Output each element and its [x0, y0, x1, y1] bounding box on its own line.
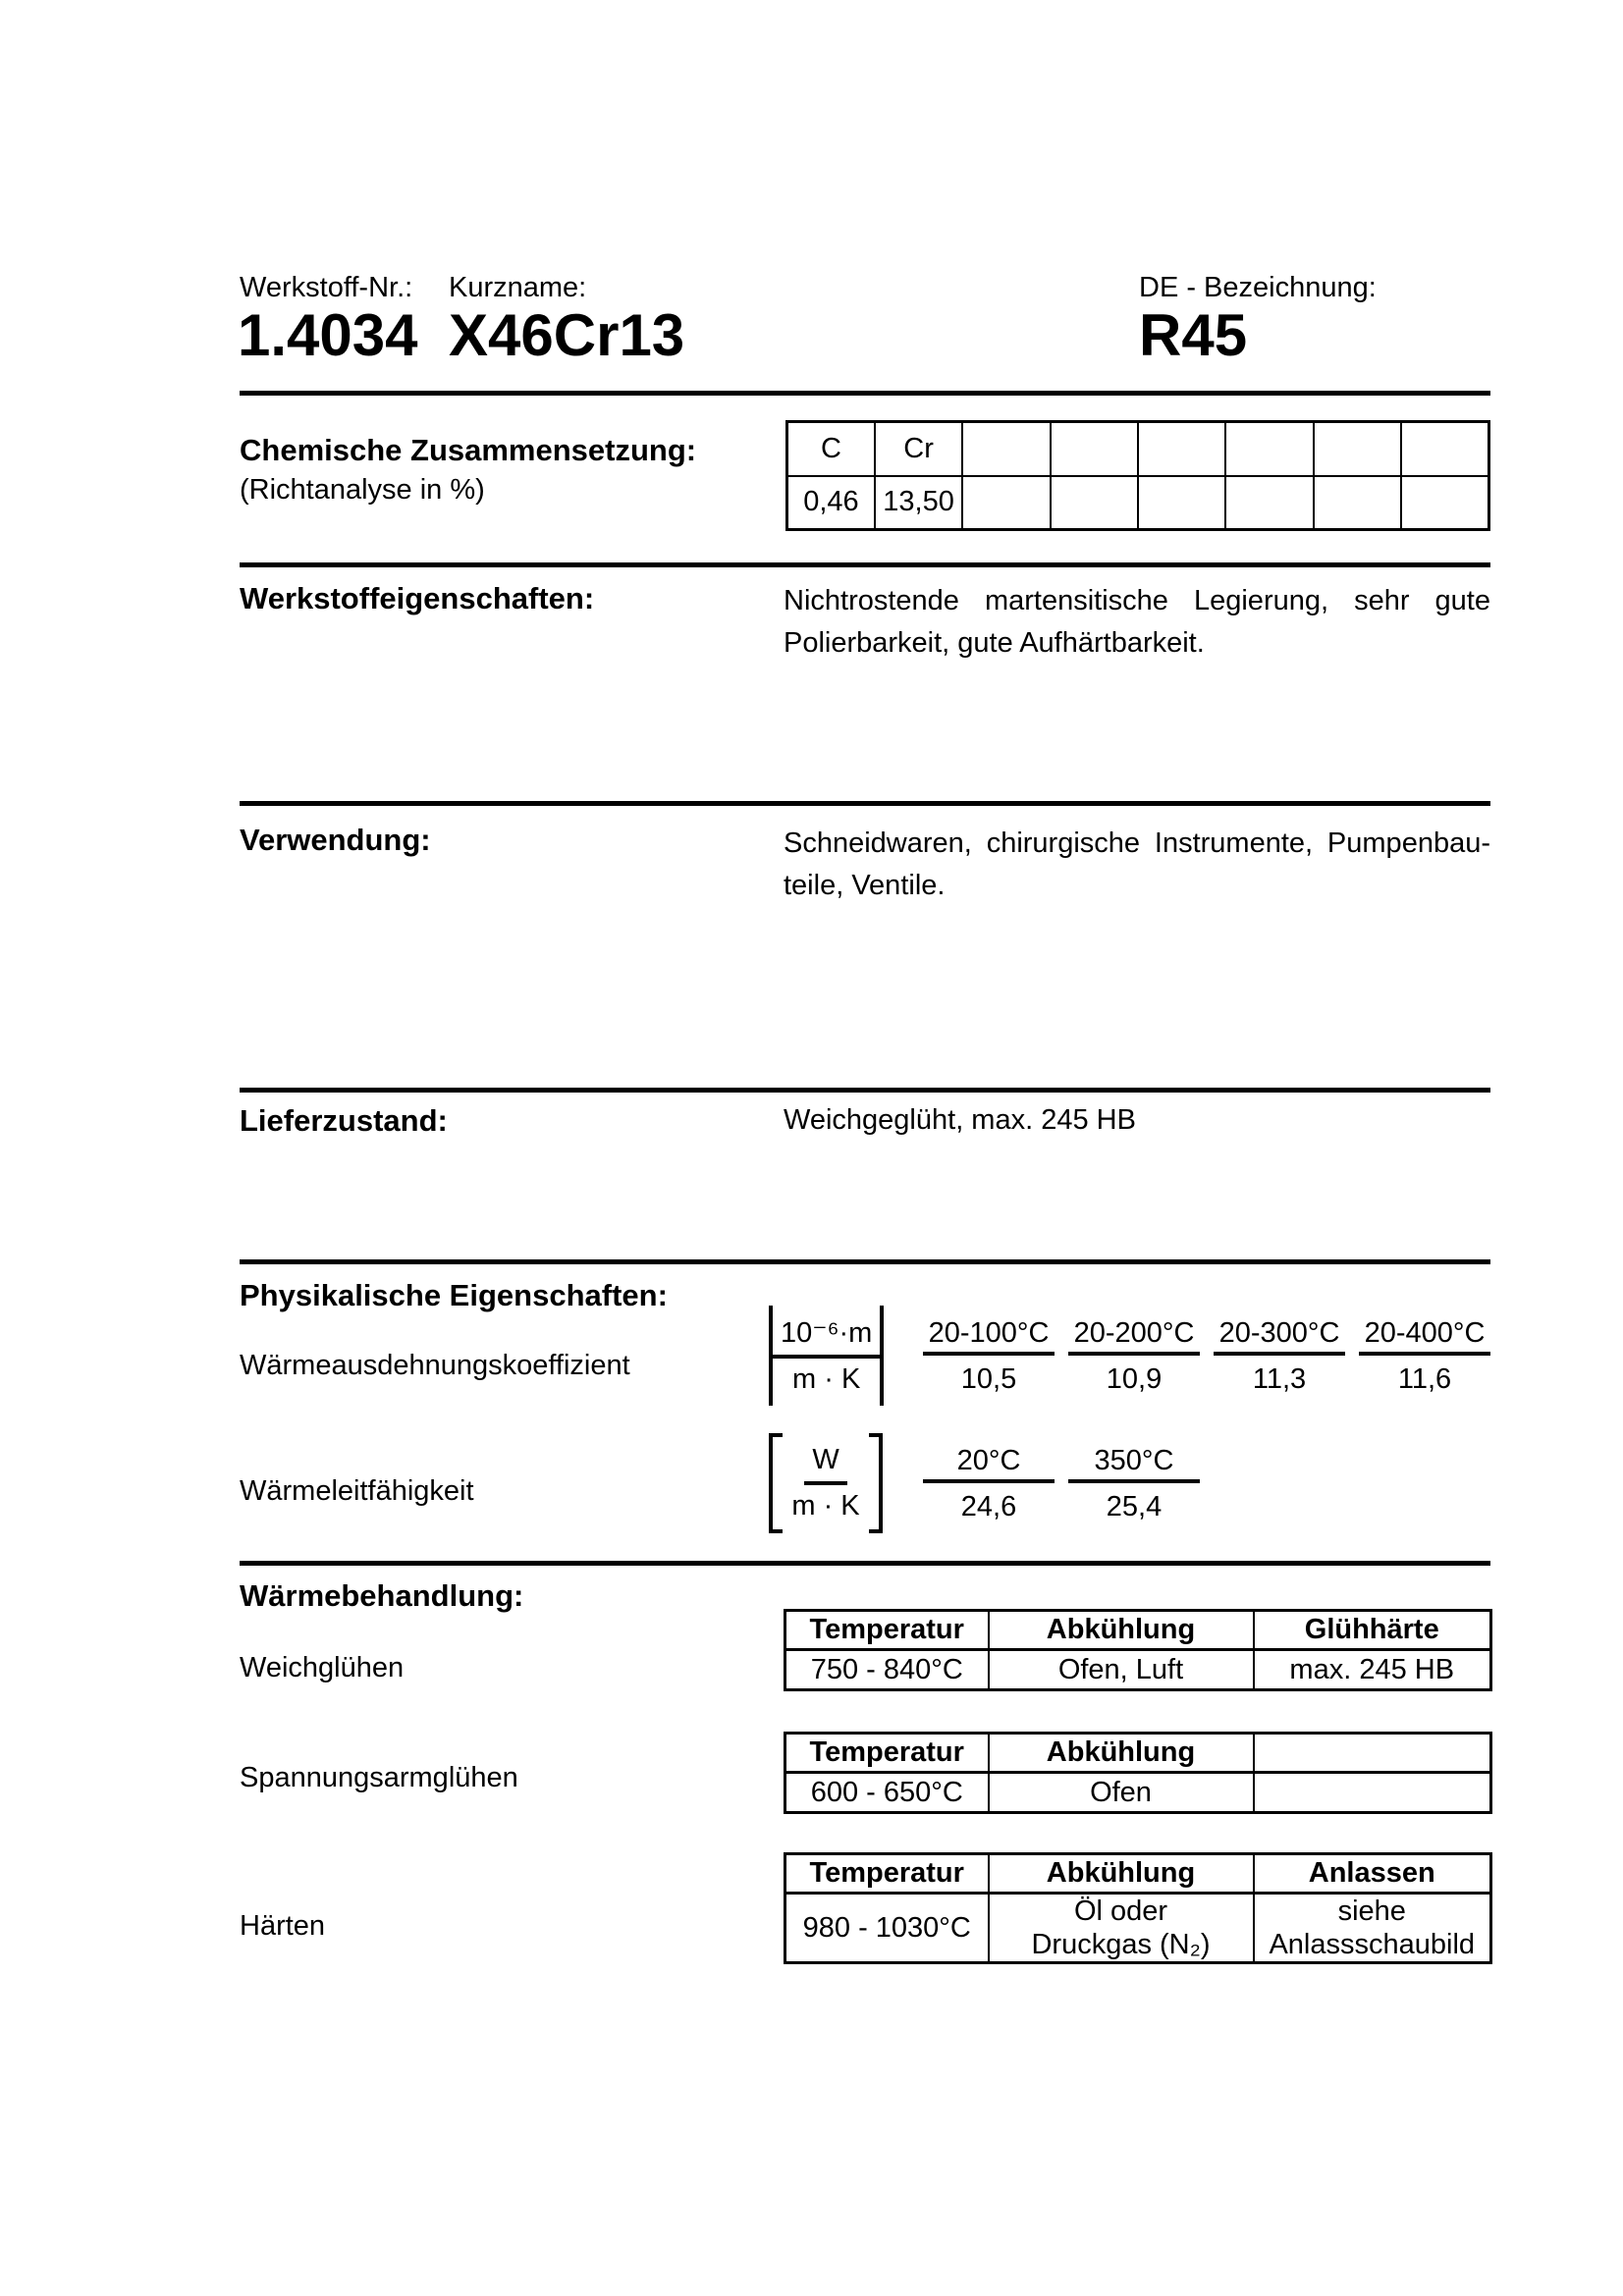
unit-denominator: m · K — [792, 1363, 861, 1395]
chem-value-cell — [1138, 476, 1225, 530]
treatment-label-haerten: Härten — [240, 1910, 326, 1942]
text-line: Schneidwaren, chirurgische Instrumente, Pumpenbau- — [784, 828, 1490, 859]
chem-header-cell — [1401, 422, 1488, 476]
section-divider — [240, 562, 1490, 567]
ht-value-cell: Öl oder Druckgas (N₂) — [989, 1894, 1254, 1963]
werkstoff-nr-label: Werkstoff-Nr.: — [240, 272, 413, 303]
unit-numerator: 10⁻⁶·m — [773, 1315, 880, 1359]
ht-header-cell: Abkühlung — [989, 1854, 1254, 1894]
weichgluehen-table — [784, 1609, 1492, 1691]
physical-heading: Physikalische Eigenschaften: — [240, 1278, 668, 1312]
chem-value-cell — [1225, 476, 1313, 530]
chem-value-row — [787, 476, 1489, 530]
heat-treatment-heading: Wärmebehandlung: — [240, 1578, 524, 1613]
expansion-column — [1207, 1314, 1352, 1403]
ht-value-cell: 980 - 1030°C — [785, 1894, 989, 1963]
haerten-table — [784, 1852, 1492, 1964]
expansion-unit — [769, 1306, 883, 1406]
kurzname-label: Kurzname: — [449, 272, 587, 303]
conductivity-column — [1061, 1442, 1207, 1530]
ht-header-row — [785, 1611, 1491, 1650]
werkstoffeigenschaften-text — [784, 580, 1490, 665]
verwendung-heading: Verwendung: — [240, 823, 431, 857]
expansion-column — [1352, 1314, 1497, 1403]
lieferzustand-text: Weichgeglüht, max. 245 HB — [784, 1104, 1136, 1136]
ht-header-row — [785, 1734, 1491, 1773]
ht-value-cell: Ofen, Luft — [989, 1650, 1254, 1690]
ht-value-cell: 750 - 840°C — [785, 1650, 989, 1690]
chem-header-row — [787, 422, 1489, 476]
temp-label: 20-300°C — [1218, 1317, 1340, 1349]
ht-header-cell: Abkühlung — [989, 1734, 1254, 1773]
temp-label: 20-100°C — [928, 1317, 1050, 1349]
expansion-label: Wärmeausdehnungskoeffizient — [240, 1350, 630, 1381]
text-line: Polierbarkeit, gute Aufhärtbarkeit. — [784, 627, 1205, 659]
chem-header-cell — [1314, 422, 1401, 476]
kurzname-value: X46Cr13 — [449, 302, 685, 368]
section-divider — [240, 801, 1490, 806]
ht-value-row — [785, 1894, 1491, 1963]
temp-label: 20-200°C — [1073, 1317, 1195, 1349]
section-divider — [240, 1259, 1490, 1264]
ht-value-cell: Ofen — [989, 1773, 1254, 1813]
chem-value-cell: 13,50 — [875, 476, 962, 530]
werkstoff-nr-value: 1.4034 — [238, 302, 418, 368]
treatment-label-spannungsarmgluehen: Spannungsarmglühen — [240, 1762, 518, 1793]
temp-label: 20°C — [956, 1445, 1021, 1476]
value: 24,6 — [960, 1491, 1017, 1522]
temp-label: 20-400°C — [1364, 1317, 1486, 1349]
chem-heading: Chemische Zusammensetzung: — [240, 433, 697, 467]
chem-header-cell: Cr — [875, 422, 962, 476]
ht-value-cell — [1254, 1773, 1491, 1813]
chem-value-cell: 0,46 — [787, 476, 875, 530]
de-bezeichnung-value: R45 — [1139, 302, 1248, 368]
ht-header-cell: Temperatur — [785, 1734, 989, 1773]
unit-fraction — [773, 1306, 880, 1406]
right-bracket-icon — [880, 1306, 884, 1406]
ht-header-cell: Temperatur — [785, 1854, 989, 1894]
value: 25,4 — [1106, 1491, 1163, 1522]
chem-header-cell — [962, 422, 1050, 476]
chem-header-cell — [1051, 422, 1138, 476]
section-divider — [240, 391, 1490, 396]
ht-value-cell: max. 245 HB — [1254, 1650, 1491, 1690]
chem-header-cell: C — [787, 422, 875, 476]
value: 11,3 — [1252, 1363, 1307, 1395]
value: 10,9 — [1106, 1363, 1163, 1395]
unit-fraction — [783, 1433, 869, 1533]
ht-value-cell: 600 - 650°C — [785, 1773, 989, 1813]
text-line: Nichtrostende martensitische Legierung, sehr gute — [784, 585, 1490, 616]
value: 10,5 — [960, 1363, 1017, 1395]
left-bracket-icon — [769, 1433, 783, 1533]
verwendung-text — [784, 823, 1490, 907]
conductivity-column — [916, 1442, 1061, 1530]
ht-value-row — [785, 1773, 1491, 1813]
unit-numerator: W — [804, 1444, 846, 1485]
expansion-column — [1061, 1314, 1207, 1403]
chem-value-cell — [1314, 476, 1401, 530]
ht-value-cell: siehe Anlassschaubild — [1254, 1894, 1491, 1963]
de-bezeichnung-label: DE - Bezeichnung: — [1139, 272, 1377, 303]
temp-label: 350°C — [1094, 1445, 1174, 1476]
ht-header-cell — [1254, 1734, 1491, 1773]
chem-header-cell — [1225, 422, 1313, 476]
ht-header-row — [785, 1854, 1491, 1894]
ht-header-cell: Temperatur — [785, 1611, 989, 1650]
ht-header-cell: Anlassen — [1254, 1854, 1491, 1894]
conductivity-unit — [769, 1433, 883, 1533]
right-bracket-icon — [869, 1433, 883, 1533]
chem-value-cell — [962, 476, 1050, 530]
text-line: teile, Ventile. — [784, 870, 946, 901]
chem-subheading: (Richtanalyse in %) — [240, 474, 485, 506]
section-divider — [240, 1088, 1490, 1093]
spannungsarmgluehen-table — [784, 1732, 1492, 1814]
unit-denominator: m · K — [791, 1490, 860, 1522]
section-divider — [240, 1561, 1490, 1566]
ht-value-row — [785, 1650, 1491, 1690]
chem-header-cell — [1138, 422, 1225, 476]
chem-table — [785, 420, 1490, 531]
lieferzustand-heading: Lieferzustand: — [240, 1103, 448, 1138]
chem-value-cell — [1401, 476, 1488, 530]
conductivity-label: Wärmeleitfähigkeit — [240, 1475, 474, 1507]
value: 11,6 — [1397, 1363, 1452, 1395]
werkstoffeigenschaften-heading: Werkstoffeigenschaften: — [240, 581, 595, 615]
treatment-label-weichgluehen: Weichglühen — [240, 1652, 405, 1683]
ht-header-cell: Glühhärte — [1254, 1611, 1491, 1650]
expansion-column — [916, 1314, 1061, 1403]
ht-header-cell: Abkühlung — [989, 1611, 1254, 1650]
chem-value-cell — [1051, 476, 1138, 530]
